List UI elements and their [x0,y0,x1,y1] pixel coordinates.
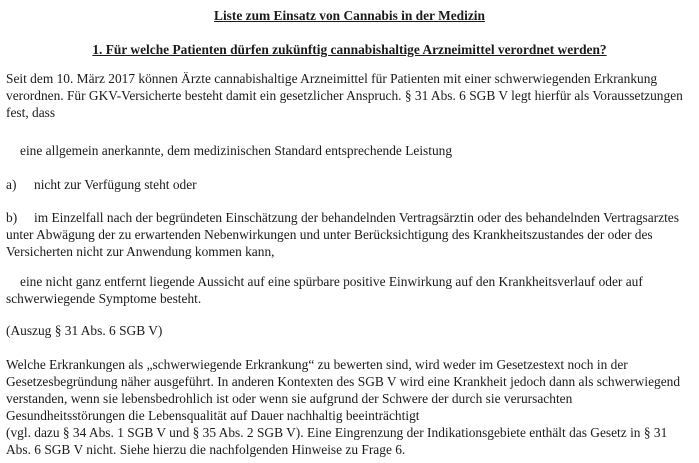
list-marker-b: b) [6,210,18,225]
condition-lead: eine allgemein anerkannte, dem medizinischen Standard entsprechende Leistung [20,143,453,158]
citation: (Auszug § 31 Abs. 6 SGB V) [6,323,163,338]
list-item-b-text: im Einzelfall nach der begründeten Einschätzung der behandelnden Vertragsärztin oder des behandelnden Vertragsarztes unter Abwägung der zu erwartenden Nebenwirkungen und unter Berücksichtigung des Krankheitszustandes der oder des Versicherten nicht zur Anwendung kommen kann, [6,210,679,259]
closing-tail-text: (vgl. dazu § 34 Abs. 1 SGB V und § 35 Abs. 2 SGB V). Eine Eingrenzung der Indikationsgebiete enthält das Gesetz in § 31 Abs. 6 SGB V nicht. Siehe hierzu die nachfolgenden Hinweise zu Frage 6. [6,425,668,457]
list-item-a-text: nicht zur Verfügung steht oder [34,177,197,192]
list-marker-a: a) [6,177,17,192]
intro-paragraph: Seit dem 10. März 2017 können Ärzte cannabishaltige Arzneimittel für Patienten mit einer schwerwiegenden Erkrankung verordnen. Für GKV-Versicherte besteht damit ein gesetzlicher Anspruch. § 31 Abs. 6 SGB V legt hierfür als Voraussetzungen fest, dass [6,71,683,120]
document-title: Liste zum Einsatz von Cannabis in der Medizin [214,8,485,23]
closing-paragraph [6,356,686,458]
list-item-a [6,176,686,193]
list-item-b [6,209,686,260]
section-heading: 1. Für welche Patienten dürfen zukünftig cannabishaltige Arzneimittel verordnet werden? [92,42,607,57]
condition-outcome: eine nicht ganz entfernt liegende Aussicht auf eine spürbare positive Einwirkung auf den Krankheitsverlauf oder auf schwerwiegende Symptome besteht. [6,274,643,306]
closing-main-text: Welche Erkrankungen als „schwerwiegende Erkrankung“ zu bewerten sind, wird weder im Gesetzestext noch in der Gesetzesbegründung näher ausgeführt. In anderen Kontexten des SGB V wird eine Krankheit jedoch dann als schwerwiegend verstanden, wenn sie lebensbedrohlich ist oder wenn sie aufgrund der Schwere der durch sie verursachten Gesundheitsstörungen die Lebensqualität auf Dauer nachhaltig beeinträchtigt [6,357,681,423]
